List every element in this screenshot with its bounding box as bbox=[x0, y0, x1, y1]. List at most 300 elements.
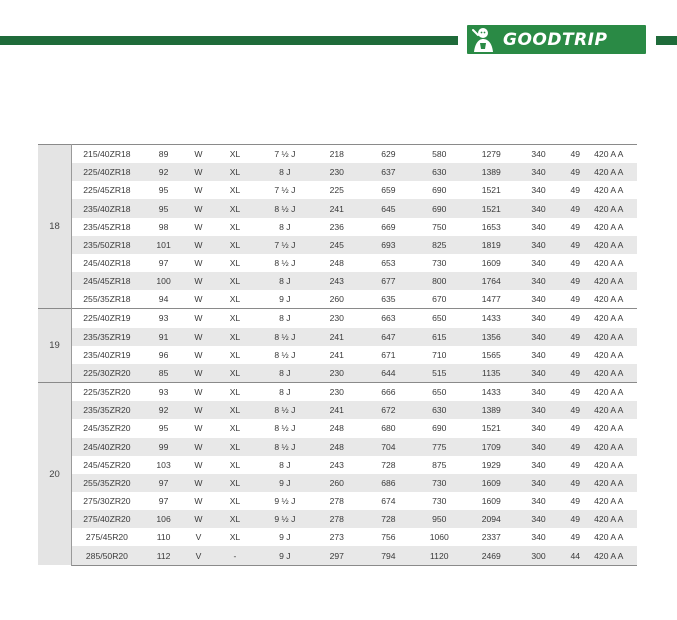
load-capacity-kg-cell: 1060 bbox=[429, 532, 449, 543]
load-type-cell: XL bbox=[212, 328, 259, 346]
section-width-cell: 230 bbox=[311, 309, 362, 328]
load-type-cell: XL bbox=[212, 401, 259, 419]
table-row bbox=[38, 401, 637, 419]
mascot-logo-icon bbox=[467, 25, 501, 54]
table-row bbox=[38, 145, 637, 164]
goodtrip-logo bbox=[467, 25, 646, 54]
max-pressure-psi-cell: 49 bbox=[570, 496, 581, 507]
max-pressure-psi-cell: 49 bbox=[558, 510, 592, 528]
load-capacity-kg-cell: 580 bbox=[415, 145, 464, 164]
load-index-cell: 95 bbox=[158, 185, 169, 196]
load-capacity-kg-cell: 615 bbox=[415, 328, 464, 346]
tire-size-cell: 245/40ZR18 bbox=[83, 258, 131, 269]
table-row bbox=[38, 438, 637, 456]
max-pressure-kpa-cell: 340 bbox=[531, 221, 546, 232]
section-width-cell: 248 bbox=[329, 423, 344, 434]
max-pressure-kpa-cell: 340 bbox=[519, 474, 559, 492]
load-type-cell: XL bbox=[229, 459, 241, 470]
load-index-cell: 103 bbox=[156, 459, 171, 470]
tire-size-cell: 245/40ZR20 bbox=[71, 438, 141, 456]
max-pressure-psi-cell: 49 bbox=[570, 258, 581, 269]
max-pressure-kpa-cell: 340 bbox=[519, 510, 559, 528]
overall-diameter-cell: 663 bbox=[362, 309, 415, 328]
section-width-cell: 230 bbox=[311, 383, 362, 402]
section-width-cell: 241 bbox=[311, 199, 362, 217]
load-capacity-lbs-cell: 2337 bbox=[481, 532, 501, 543]
table-row bbox=[38, 309, 637, 328]
rim-width-cell: 9 ½ J bbox=[258, 510, 311, 528]
max-pressure-kpa-cell: 340 bbox=[531, 496, 546, 507]
rim-width-cell: 8 ½ J bbox=[274, 349, 296, 360]
max-pressure-psi-cell: 49 bbox=[570, 423, 581, 434]
brand-name: GOODTRIP bbox=[503, 29, 608, 50]
max-pressure-psi-cell: 49 bbox=[570, 349, 581, 360]
tire-size-cell: 245/45ZR18 bbox=[71, 272, 141, 290]
section-width-cell: 297 bbox=[311, 546, 362, 565]
max-pressure-kpa-cell: 340 bbox=[519, 328, 559, 346]
overall-diameter-cell: 672 bbox=[362, 401, 415, 419]
load-capacity-kg-cell: 825 bbox=[415, 236, 464, 254]
max-pressure-psi-cell: 49 bbox=[558, 236, 592, 254]
speed-rating-cell: W bbox=[194, 294, 203, 305]
speed-rating-cell: V bbox=[185, 546, 211, 565]
max-pressure-kpa-cell: 300 bbox=[519, 546, 559, 565]
table-row bbox=[38, 419, 637, 437]
utqg-rating-cell: 420 A A bbox=[594, 532, 624, 543]
utqg-rating-cell: 420 A A bbox=[592, 510, 637, 528]
speed-rating-cell: W bbox=[194, 349, 203, 360]
tire-size-cell: 235/45ZR18 bbox=[83, 221, 131, 232]
rim-width-cell: 8 J bbox=[279, 221, 291, 232]
load-capacity-lbs-cell: 1764 bbox=[464, 272, 519, 290]
table-row bbox=[38, 236, 637, 254]
table-row bbox=[38, 254, 637, 272]
load-capacity-lbs-cell: 1929 bbox=[481, 459, 501, 470]
tire-size-cell: 245/45ZR20 bbox=[83, 459, 131, 470]
load-index-cell: 92 bbox=[142, 401, 185, 419]
load-capacity-lbs-cell: 1709 bbox=[464, 438, 519, 456]
load-capacity-lbs-cell: 1477 bbox=[481, 294, 501, 305]
load-capacity-kg-cell: 730 bbox=[432, 258, 447, 269]
max-pressure-psi-cell: 49 bbox=[558, 474, 592, 492]
rim-width-cell: 9 J bbox=[279, 294, 291, 305]
load-type-cell: XL bbox=[229, 532, 241, 543]
utqg-rating-cell: 420 A A bbox=[594, 423, 624, 434]
section-width-cell: 278 bbox=[311, 510, 362, 528]
tire-spec-table bbox=[38, 144, 637, 566]
speed-rating-cell: W bbox=[194, 221, 203, 232]
load-capacity-lbs-cell: 1521 bbox=[464, 199, 519, 217]
speed-rating-cell: W bbox=[194, 459, 203, 470]
load-capacity-kg-cell: 630 bbox=[415, 163, 464, 181]
overall-diameter-cell: 756 bbox=[381, 532, 396, 543]
rim-width-cell: 7 ½ J bbox=[258, 145, 311, 164]
table-row bbox=[38, 383, 637, 402]
load-capacity-lbs-cell: 1521 bbox=[481, 423, 501, 434]
load-index-cell: 95 bbox=[142, 199, 185, 217]
section-width-cell: 243 bbox=[329, 459, 344, 470]
overall-diameter-cell: 659 bbox=[381, 185, 396, 196]
utqg-rating-cell: 420 A A bbox=[594, 496, 624, 507]
max-pressure-kpa-cell: 340 bbox=[519, 401, 559, 419]
load-index-cell: 94 bbox=[158, 294, 169, 305]
load-type-cell: - bbox=[212, 546, 259, 565]
speed-rating-cell: W bbox=[194, 185, 203, 196]
speed-rating-cell: W bbox=[185, 272, 211, 290]
load-capacity-kg-cell: 670 bbox=[432, 294, 447, 305]
utqg-rating-cell: 420 A A bbox=[592, 474, 637, 492]
load-type-cell: XL bbox=[229, 423, 241, 434]
load-index-cell: 97 bbox=[142, 474, 185, 492]
overall-diameter-cell: 647 bbox=[362, 328, 415, 346]
overall-diameter-cell: 794 bbox=[362, 546, 415, 565]
section-width-cell: 248 bbox=[311, 438, 362, 456]
load-index-cell: 91 bbox=[142, 328, 185, 346]
load-type-cell: XL bbox=[212, 309, 259, 328]
overall-diameter-cell: 728 bbox=[362, 510, 415, 528]
load-index-cell: 92 bbox=[142, 163, 185, 181]
tire-size-cell: 235/50ZR18 bbox=[71, 236, 141, 254]
load-index-cell: 93 bbox=[142, 309, 185, 328]
rim-width-cell: 8 J bbox=[258, 163, 311, 181]
speed-rating-cell: W bbox=[185, 474, 211, 492]
utqg-rating-cell: 420 A A bbox=[594, 221, 624, 232]
rim-width-cell: 8 J bbox=[279, 459, 291, 470]
load-capacity-lbs-cell: 1356 bbox=[464, 328, 519, 346]
speed-rating-cell: V bbox=[195, 532, 202, 543]
overall-diameter-cell: 704 bbox=[362, 438, 415, 456]
tire-size-cell: 235/40ZR18 bbox=[71, 199, 141, 217]
section-width-cell: 241 bbox=[311, 401, 362, 419]
table-row bbox=[38, 163, 637, 181]
table-row bbox=[38, 456, 637, 474]
max-pressure-kpa-cell: 340 bbox=[519, 364, 559, 383]
max-pressure-kpa-cell: 340 bbox=[519, 199, 559, 217]
max-pressure-psi-cell: 49 bbox=[570, 459, 581, 470]
max-pressure-psi-cell: 49 bbox=[558, 145, 592, 164]
load-type-cell: XL bbox=[212, 510, 259, 528]
load-capacity-kg-cell: 690 bbox=[432, 185, 447, 196]
rim-width-cell: 9 ½ J bbox=[274, 496, 296, 507]
table-row bbox=[38, 328, 637, 346]
table-row bbox=[38, 290, 637, 309]
speed-rating-cell: W bbox=[194, 258, 203, 269]
rim-width-cell: 7 ½ J bbox=[274, 185, 296, 196]
header-band-left bbox=[0, 36, 458, 45]
section-width-cell: 248 bbox=[329, 258, 344, 269]
max-pressure-kpa-cell: 340 bbox=[519, 309, 559, 328]
max-pressure-kpa-cell: 340 bbox=[531, 349, 546, 360]
utqg-rating-cell: 420 A A bbox=[594, 349, 624, 360]
tire-size-cell: 235/40ZR19 bbox=[83, 349, 131, 360]
overall-diameter-cell: 669 bbox=[381, 221, 396, 232]
load-capacity-lbs-cell: 2094 bbox=[464, 510, 519, 528]
speed-rating-cell: W bbox=[185, 383, 211, 402]
table-row bbox=[38, 272, 637, 290]
load-type-cell: XL bbox=[212, 474, 259, 492]
max-pressure-psi-cell: 49 bbox=[558, 328, 592, 346]
rim-width-cell: 8 ½ J bbox=[258, 438, 311, 456]
utqg-rating-cell: 420 A A bbox=[592, 199, 637, 217]
max-pressure-kpa-cell: 340 bbox=[531, 423, 546, 434]
max-pressure-psi-cell: 49 bbox=[570, 185, 581, 196]
rim-width-cell: 8 J bbox=[258, 364, 311, 383]
load-capacity-kg-cell: 710 bbox=[432, 349, 447, 360]
speed-rating-cell: W bbox=[185, 309, 211, 328]
overall-diameter-cell: 728 bbox=[381, 459, 396, 470]
load-capacity-lbs-cell: 1433 bbox=[464, 309, 519, 328]
load-index-cell: 97 bbox=[158, 496, 169, 507]
section-width-cell: 218 bbox=[311, 145, 362, 164]
load-index-cell: 106 bbox=[142, 510, 185, 528]
speed-rating-cell: W bbox=[194, 496, 203, 507]
load-capacity-kg-cell: 690 bbox=[415, 199, 464, 217]
load-capacity-kg-cell: 730 bbox=[415, 474, 464, 492]
load-capacity-lbs-cell: 1389 bbox=[464, 163, 519, 181]
load-index-cell: 93 bbox=[142, 383, 185, 402]
load-capacity-lbs-cell: 2469 bbox=[464, 546, 519, 565]
speed-rating-cell: W bbox=[185, 510, 211, 528]
table-row bbox=[38, 510, 637, 528]
max-pressure-psi-cell: 49 bbox=[558, 364, 592, 383]
max-pressure-kpa-cell: 340 bbox=[519, 236, 559, 254]
utqg-rating-cell: 420 A A bbox=[592, 401, 637, 419]
overall-diameter-cell: 680 bbox=[381, 423, 396, 434]
utqg-rating-cell: 420 A A bbox=[594, 258, 624, 269]
table-row bbox=[38, 346, 637, 364]
load-type-cell: XL bbox=[229, 258, 241, 269]
rim-width-cell: 7 ½ J bbox=[258, 236, 311, 254]
speed-rating-cell: W bbox=[185, 401, 211, 419]
overall-diameter-cell: 635 bbox=[381, 294, 396, 305]
table-row bbox=[38, 218, 637, 236]
load-type-cell: XL bbox=[212, 236, 259, 254]
max-pressure-psi-cell: 49 bbox=[558, 401, 592, 419]
overall-diameter-cell: 653 bbox=[381, 258, 396, 269]
table-row bbox=[38, 492, 637, 510]
tire-size-cell: 225/45ZR18 bbox=[83, 185, 131, 196]
load-capacity-kg-cell: 875 bbox=[432, 459, 447, 470]
rim-width-cell: 9 J bbox=[258, 474, 311, 492]
load-index-cell: 89 bbox=[142, 145, 185, 164]
load-type-cell: XL bbox=[229, 496, 241, 507]
max-pressure-psi-cell: 44 bbox=[558, 546, 592, 565]
max-pressure-kpa-cell: 340 bbox=[519, 438, 559, 456]
section-width-cell: 273 bbox=[329, 532, 344, 543]
speed-rating-cell: W bbox=[194, 423, 203, 434]
max-pressure-kpa-cell: 340 bbox=[531, 294, 546, 305]
load-capacity-lbs-cell: 1279 bbox=[464, 145, 519, 164]
max-pressure-psi-cell: 49 bbox=[558, 438, 592, 456]
overall-diameter-cell: 645 bbox=[362, 199, 415, 217]
load-index-cell: 112 bbox=[142, 546, 185, 565]
rim-width-cell: 8 ½ J bbox=[258, 328, 311, 346]
rim-width-cell: 8 ½ J bbox=[274, 258, 296, 269]
rim-width-cell: 8 ½ J bbox=[258, 199, 311, 217]
rim-diameter-cell: 18 bbox=[38, 145, 71, 309]
load-index-cell: 101 bbox=[142, 236, 185, 254]
max-pressure-psi-cell: 49 bbox=[570, 532, 581, 543]
max-pressure-kpa-cell: 340 bbox=[519, 383, 559, 402]
tire-size-cell: 235/35ZR20 bbox=[71, 401, 141, 419]
load-type-cell: XL bbox=[212, 145, 259, 164]
load-capacity-kg-cell: 690 bbox=[432, 423, 447, 434]
overall-diameter-cell: 666 bbox=[362, 383, 415, 402]
load-capacity-lbs-cell: 1565 bbox=[481, 349, 501, 360]
load-capacity-kg-cell: 730 bbox=[432, 496, 447, 507]
section-width-cell: 260 bbox=[329, 294, 344, 305]
section-width-cell: 230 bbox=[311, 163, 362, 181]
tire-size-cell: 225/40ZR19 bbox=[71, 309, 141, 328]
speed-rating-cell: W bbox=[185, 328, 211, 346]
load-type-cell: XL bbox=[212, 383, 259, 402]
utqg-rating-cell: 420 A A bbox=[592, 163, 637, 181]
load-index-cell: 85 bbox=[142, 364, 185, 383]
section-width-cell: 230 bbox=[311, 364, 362, 383]
max-pressure-psi-cell: 49 bbox=[558, 309, 592, 328]
table-row bbox=[38, 528, 637, 546]
utqg-rating-cell: 420 A A bbox=[592, 236, 637, 254]
section-width-cell: 225 bbox=[329, 185, 344, 196]
load-index-cell: 100 bbox=[142, 272, 185, 290]
max-pressure-psi-cell: 49 bbox=[570, 294, 581, 305]
load-type-cell: XL bbox=[212, 163, 259, 181]
table-row bbox=[38, 474, 637, 492]
max-pressure-psi-cell: 49 bbox=[570, 221, 581, 232]
utqg-rating-cell: 420 A A bbox=[594, 459, 624, 470]
rim-width-cell: 9 J bbox=[279, 532, 291, 543]
table-row bbox=[38, 181, 637, 199]
utqg-rating-cell: 420 A A bbox=[592, 145, 637, 164]
max-pressure-kpa-cell: 340 bbox=[519, 145, 559, 164]
load-capacity-lbs-cell: 1135 bbox=[464, 364, 519, 383]
section-width-cell: 243 bbox=[311, 272, 362, 290]
load-type-cell: XL bbox=[229, 185, 241, 196]
max-pressure-kpa-cell: 340 bbox=[519, 272, 559, 290]
load-index-cell: 110 bbox=[156, 532, 171, 543]
load-index-cell: 97 bbox=[158, 258, 169, 269]
load-capacity-kg-cell: 1120 bbox=[415, 546, 464, 565]
tire-size-cell: 275/30ZR20 bbox=[83, 496, 131, 507]
utqg-rating-cell: 420 A A bbox=[594, 294, 624, 305]
tire-size-cell: 275/40ZR20 bbox=[71, 510, 141, 528]
tire-size-cell: 235/35ZR19 bbox=[71, 328, 141, 346]
utqg-rating-cell: 420 A A bbox=[592, 272, 637, 290]
load-capacity-lbs-cell: 1609 bbox=[481, 496, 501, 507]
load-capacity-kg-cell: 775 bbox=[415, 438, 464, 456]
max-pressure-kpa-cell: 340 bbox=[531, 532, 546, 543]
load-capacity-kg-cell: 650 bbox=[415, 383, 464, 402]
load-type-cell: XL bbox=[229, 294, 241, 305]
overall-diameter-cell: 693 bbox=[362, 236, 415, 254]
speed-rating-cell: W bbox=[185, 163, 211, 181]
overall-diameter-cell: 644 bbox=[362, 364, 415, 383]
header-band-right bbox=[656, 36, 677, 45]
utqg-rating-cell: 420 A A bbox=[592, 546, 637, 565]
max-pressure-psi-cell: 49 bbox=[558, 383, 592, 402]
overall-diameter-cell: 629 bbox=[362, 145, 415, 164]
speed-rating-cell: W bbox=[185, 199, 211, 217]
speed-rating-cell: W bbox=[185, 145, 211, 164]
load-capacity-lbs-cell: 1609 bbox=[464, 474, 519, 492]
speed-rating-cell: W bbox=[185, 364, 211, 383]
rim-diameter-cell: 19 bbox=[38, 309, 71, 383]
load-capacity-kg-cell: 950 bbox=[415, 510, 464, 528]
load-type-cell: XL bbox=[212, 199, 259, 217]
section-width-cell: 241 bbox=[311, 328, 362, 346]
table-row bbox=[38, 364, 637, 383]
load-capacity-lbs-cell: 1819 bbox=[464, 236, 519, 254]
load-type-cell: XL bbox=[212, 272, 259, 290]
rim-width-cell: 9 J bbox=[258, 546, 311, 565]
section-width-cell: 245 bbox=[311, 236, 362, 254]
load-index-cell: 99 bbox=[142, 438, 185, 456]
load-capacity-kg-cell: 515 bbox=[415, 364, 464, 383]
tire-size-cell: 215/40ZR18 bbox=[71, 145, 141, 164]
section-width-cell: 236 bbox=[329, 221, 344, 232]
tire-size-cell: 225/35ZR20 bbox=[71, 383, 141, 402]
load-capacity-kg-cell: 650 bbox=[415, 309, 464, 328]
load-type-cell: XL bbox=[229, 349, 241, 360]
utqg-rating-cell: 420 A A bbox=[592, 438, 637, 456]
rim-diameter-cell: 20 bbox=[38, 383, 71, 566]
load-capacity-lbs-cell: 1653 bbox=[481, 221, 501, 232]
tire-size-cell: 275/45R20 bbox=[85, 532, 128, 543]
max-pressure-psi-cell: 49 bbox=[558, 163, 592, 181]
tire-size-cell: 225/30ZR20 bbox=[71, 364, 141, 383]
load-capacity-lbs-cell: 1609 bbox=[481, 258, 501, 269]
rim-width-cell: 8 J bbox=[258, 272, 311, 290]
rim-width-cell: 8 ½ J bbox=[258, 401, 311, 419]
max-pressure-kpa-cell: 340 bbox=[531, 258, 546, 269]
overall-diameter-cell: 637 bbox=[362, 163, 415, 181]
max-pressure-kpa-cell: 340 bbox=[531, 185, 546, 196]
load-capacity-kg-cell: 750 bbox=[432, 221, 447, 232]
max-pressure-psi-cell: 49 bbox=[558, 272, 592, 290]
load-index-cell: 95 bbox=[158, 423, 169, 434]
utqg-rating-cell: 420 A A bbox=[592, 328, 637, 346]
overall-diameter-cell: 677 bbox=[362, 272, 415, 290]
max-pressure-kpa-cell: 340 bbox=[531, 459, 546, 470]
load-type-cell: XL bbox=[212, 364, 259, 383]
load-capacity-kg-cell: 630 bbox=[415, 401, 464, 419]
tire-size-cell: 245/35ZR20 bbox=[83, 423, 131, 434]
overall-diameter-cell: 671 bbox=[381, 349, 396, 360]
load-index-cell: 98 bbox=[158, 221, 169, 232]
load-capacity-lbs-cell: 1389 bbox=[464, 401, 519, 419]
rim-width-cell: 8 J bbox=[258, 309, 311, 328]
overall-diameter-cell: 674 bbox=[381, 496, 396, 507]
load-capacity-lbs-cell: 1433 bbox=[464, 383, 519, 402]
load-capacity-kg-cell: 800 bbox=[415, 272, 464, 290]
tire-size-cell: 255/35ZR18 bbox=[83, 294, 131, 305]
load-capacity-lbs-cell: 1521 bbox=[481, 185, 501, 196]
speed-rating-cell: W bbox=[185, 438, 211, 456]
load-type-cell: XL bbox=[229, 221, 241, 232]
section-width-cell: 260 bbox=[311, 474, 362, 492]
table-row bbox=[38, 546, 637, 565]
load-type-cell: XL bbox=[212, 438, 259, 456]
rim-width-cell: 8 ½ J bbox=[274, 423, 296, 434]
rim-width-cell: 8 J bbox=[258, 383, 311, 402]
utqg-rating-cell: 420 A A bbox=[592, 309, 637, 328]
max-pressure-kpa-cell: 340 bbox=[519, 163, 559, 181]
max-pressure-psi-cell: 49 bbox=[558, 199, 592, 217]
load-index-cell: 96 bbox=[158, 349, 169, 360]
section-width-cell: 278 bbox=[329, 496, 344, 507]
tire-size-cell: 255/35ZR20 bbox=[71, 474, 141, 492]
utqg-rating-cell: 420 A A bbox=[592, 364, 637, 383]
